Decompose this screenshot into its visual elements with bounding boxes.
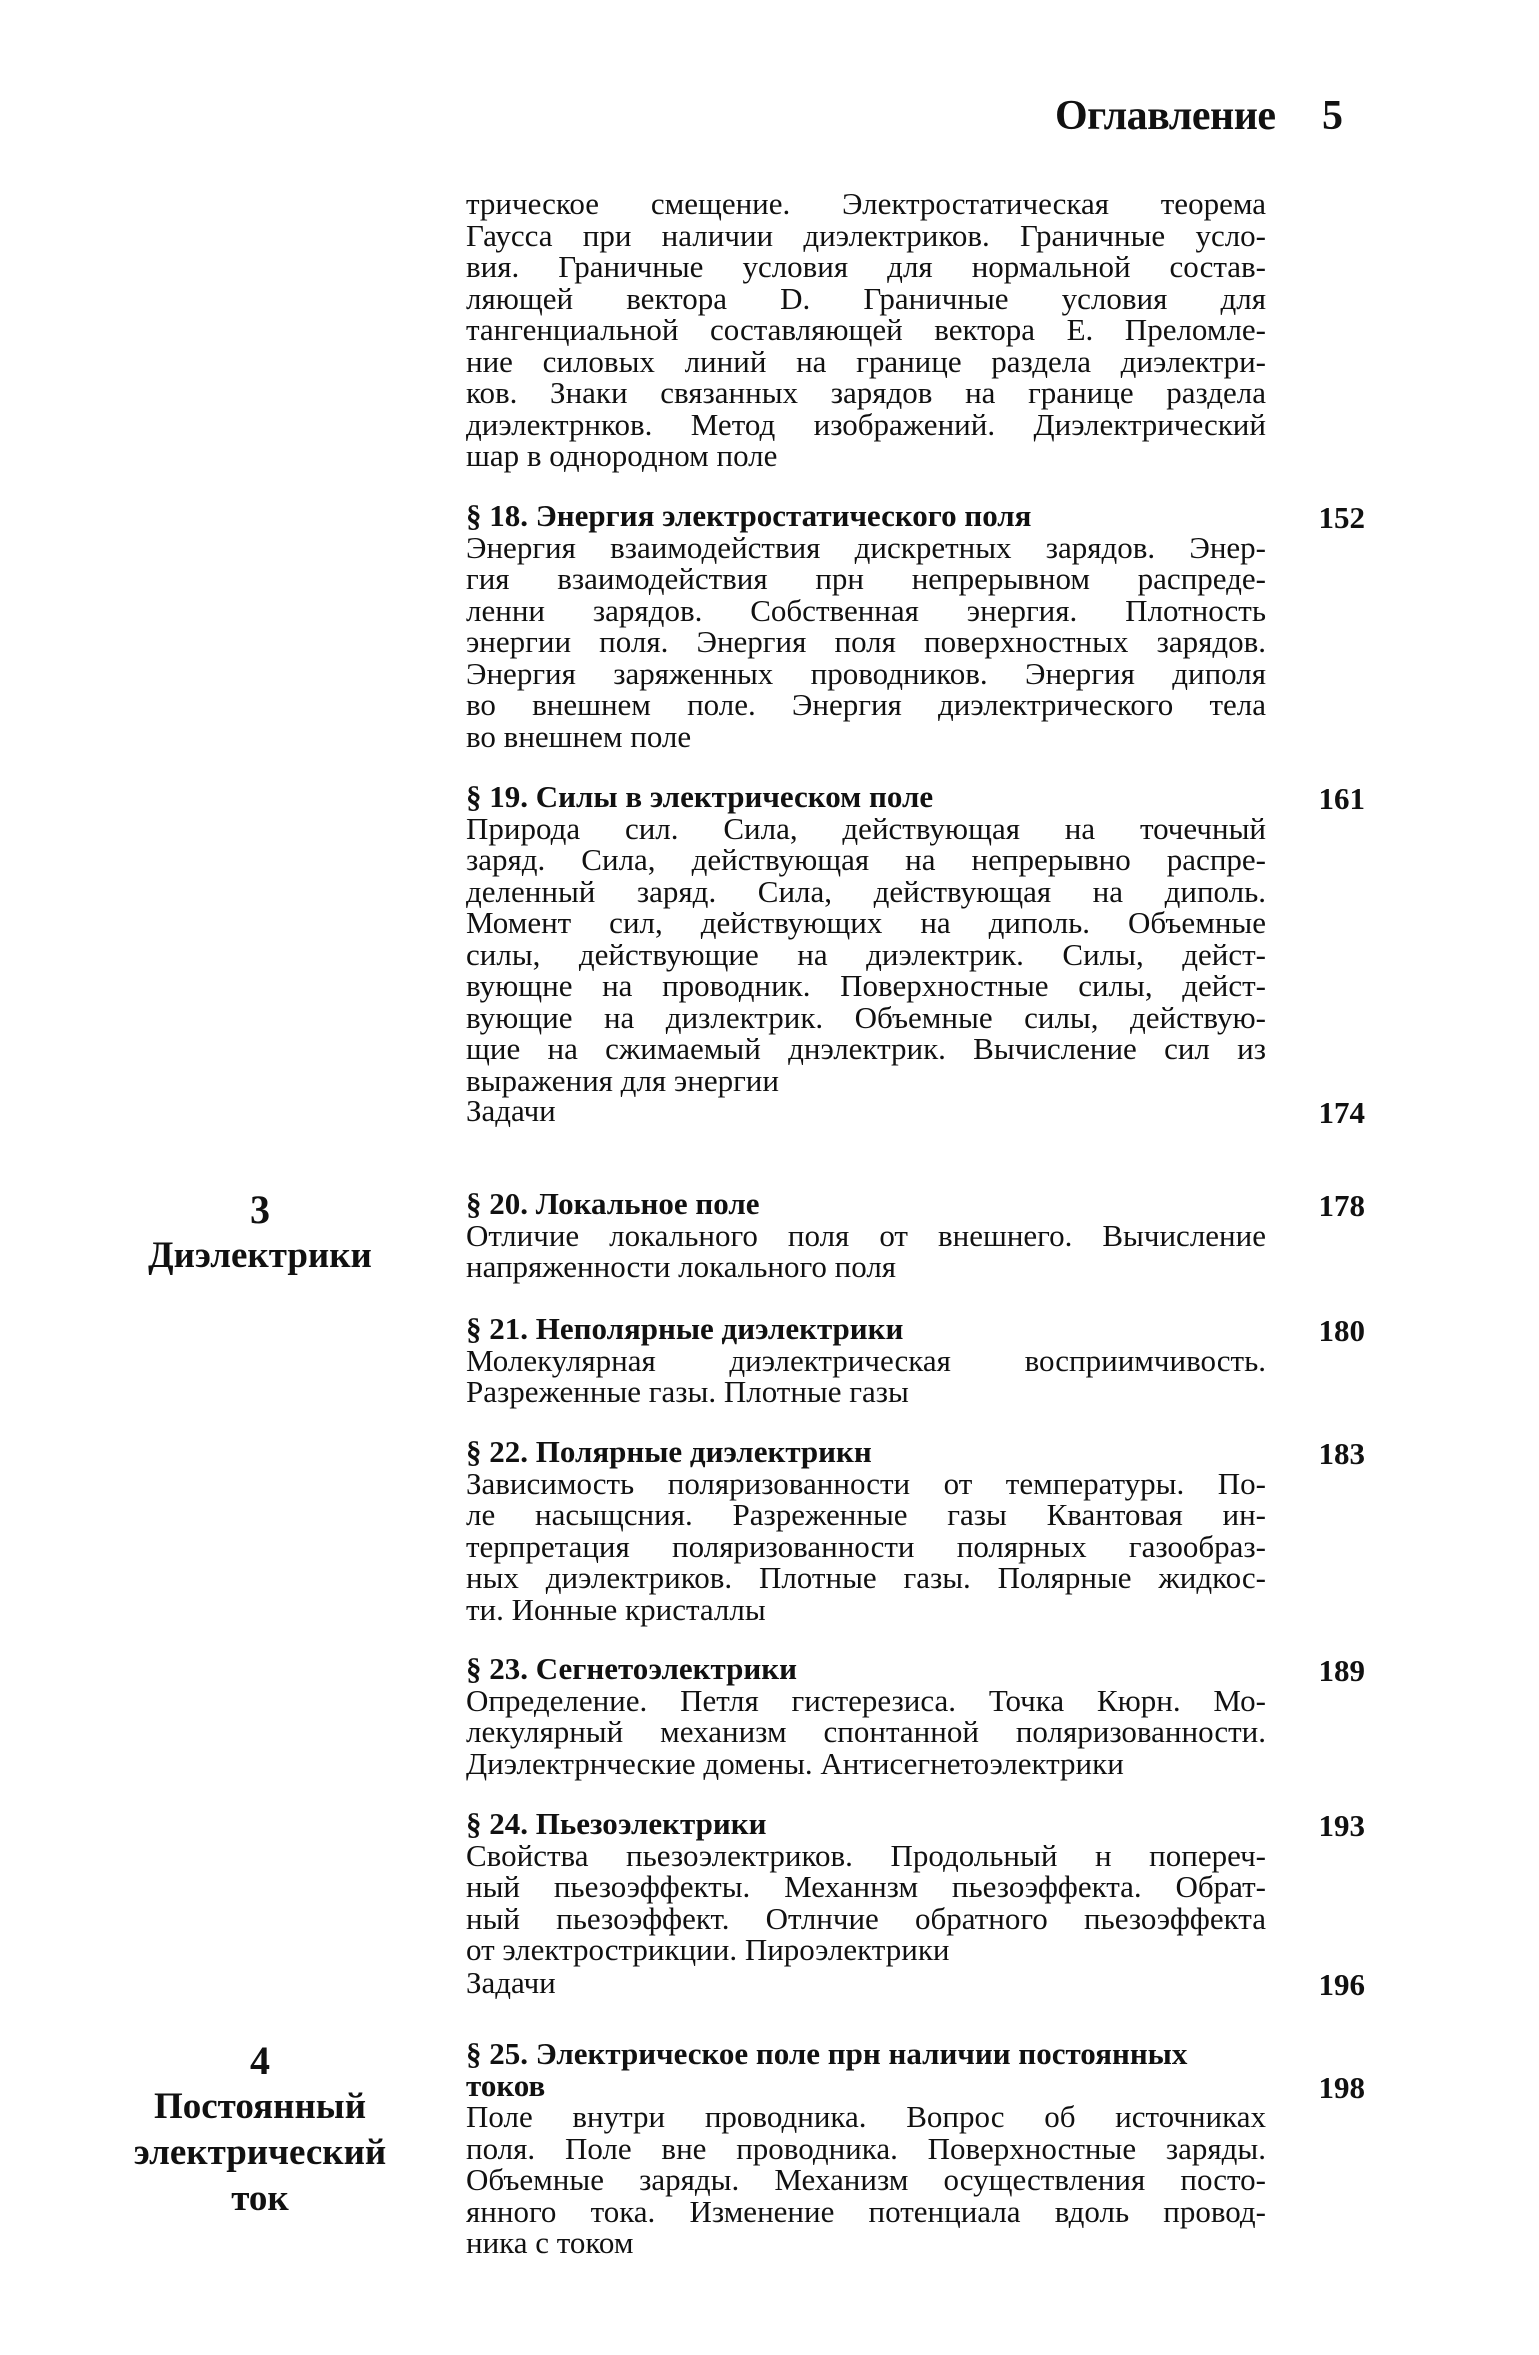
section-entry: [466, 2038, 1266, 2259]
description-line: во внешнем поле: [466, 718, 692, 754]
section-title: § 20. Локальное поле: [466, 1186, 760, 1221]
description-line: Разреженные газы. Плотные газы: [466, 1374, 909, 1409]
description-line: ный пьезоэффекты. Механнзм пьезоэффекта. Обрат-: [466, 1869, 1266, 1904]
description-line: ков. Знаки связанных зарядов на границе раздела: [466, 375, 1266, 410]
page-number: 198: [1318, 2070, 1365, 2105]
description-line: Поле внутри проводника. Вопрос об источниках: [466, 2099, 1266, 2134]
description-line: ти. Ионные кристаллы: [466, 1591, 766, 1627]
section-entry: [466, 1313, 1266, 1408]
description-line: Момент сил, действующих на диполь. Объемные: [466, 905, 1266, 940]
page-number: 161: [1318, 781, 1365, 816]
description-line: Энергия заряженных проводников. Энергия диполя: [466, 655, 1266, 691]
section-title: § 22. Полярные диэлектрикн: [466, 1434, 872, 1469]
chapter-label: [110, 2038, 410, 2222]
chapter-number: 3: [250, 1187, 270, 1232]
running-header-title: Оглавление: [1055, 93, 1276, 139]
section-entry: [466, 1808, 1266, 1966]
section-title: Задачи: [466, 1965, 556, 2000]
page-number: 178: [1318, 1188, 1365, 1223]
section-entry: [466, 1653, 1266, 1779]
carryover-paragraph: [466, 188, 1266, 472]
description-line: Определение. Петля гистерезиса. Точка Кюрн. Мо-: [466, 1682, 1266, 1718]
section-title: § 23. Сегнетоэлектрики: [466, 1651, 797, 1686]
description-line: энергии поля. Энергия поля поверхностных зарядов.: [466, 624, 1266, 659]
description-line: от электрострикции. Пироэлектрики: [466, 1932, 950, 1967]
section-title: § 21. Неполярные диэлектрики: [466, 1311, 904, 1346]
description-line: Природа сил. Сила, действующая на точечный: [466, 810, 1266, 846]
description-line: диэлектрнков. Метод изображений. Диэлектрический: [466, 406, 1266, 442]
description-line: гия взаимодействия прн непрерывном распреде-: [466, 561, 1266, 596]
page-number: 189: [1318, 1653, 1365, 1688]
chapter-title-line: ток: [231, 2178, 289, 2219]
description-line: Свойства пьезоэлектриков. Продольный н попереч-: [466, 1837, 1266, 1873]
description-line: терпретация поляризованности полярных газообраз-: [466, 1528, 1266, 1564]
description-line: Отличие локального поля от внешнего. Вычисление: [466, 1217, 1266, 1253]
section-title: § 24. Пьезоэлектрики: [466, 1806, 767, 1841]
description-line: шар в однородном поле: [466, 438, 778, 473]
description-line: Зависимость поляризованности от температуры. По-: [466, 1465, 1266, 1501]
description-line: Диэлектрнческие домены. Антисегнетоэлектрики: [466, 1745, 1124, 1781]
description-line: ника с током: [466, 2225, 634, 2260]
description-line: напряженности локального поля: [466, 1249, 897, 1284]
description-line: тангенциальной составляющей вектора E. Преломле-: [466, 312, 1266, 347]
description-line: выражения для энергии: [466, 1062, 779, 1098]
description-line: во внешнем поле. Энергия диэлектрического тела: [466, 687, 1266, 722]
description-line: щие на сжимаемый днэлектрик. Вычисление сил из: [466, 1031, 1266, 1066]
page-number: 196: [1318, 1967, 1365, 2002]
chapter-label: [110, 1187, 410, 1279]
description-line: ние силовых линий на границе раздела диэлектри-: [466, 343, 1266, 379]
description-line: вующне на проводник. Поверхностные силы, дейст-: [466, 968, 1266, 1003]
section-entry: [466, 1436, 1266, 1625]
problems-entry: [466, 1967, 1266, 1999]
section-title: Задачи: [466, 1093, 556, 1128]
page-number: 193: [1318, 1808, 1365, 1843]
section-title: § 25. Электрическое поле прн наличии постоянных: [466, 2036, 1188, 2071]
page-number: 180: [1318, 1313, 1365, 1348]
chapter-title-line: Диэлектрики: [148, 1235, 372, 1276]
chapter-title-line: электрический: [133, 2132, 387, 2173]
page-number: 152: [1318, 500, 1365, 535]
description-line: янного тока. Изменение потенциала вдоль провод-: [466, 2193, 1266, 2229]
description-line: ляющей вектора D. Граничные условия для: [466, 280, 1266, 316]
description-line: Энергия взаимодействия дискретных зарядов. Энер-: [466, 529, 1266, 565]
description-line: ле насыщсния. Разреженные газы Квантовая ин-: [466, 1497, 1266, 1532]
description-line: Гаусса при наличии диэлектриков. Граничные усло-: [466, 217, 1266, 253]
problems-entry: [466, 1095, 1266, 1127]
description-line: заряд. Сила, действующая на непрерывно распре-: [466, 842, 1266, 877]
description-line: лекулярный механизм спонтанной поляризованности.: [466, 1714, 1266, 1749]
section-title: токов: [466, 2067, 546, 2103]
chapter-number: 4: [250, 2038, 270, 2083]
page-number: 174: [1318, 1095, 1365, 1130]
page-number: 183: [1318, 1436, 1365, 1471]
description-line: Объемные заряды. Механизм осуществления посто-: [466, 2162, 1266, 2197]
section-entry: [466, 1188, 1266, 1283]
description-line: ных диэлектриков. Плотные газы. Полярные жидкос-: [466, 1560, 1266, 1595]
description-line: ленни зарядов. Собственная энергия. Плотность: [466, 592, 1266, 628]
section-title: § 19. Силы в электрическом поле: [466, 779, 934, 814]
description-line: трическое смещение. Электростатическая теорема: [466, 186, 1266, 221]
description-line: Молекулярная диэлектрическая восприимчивость.: [466, 1342, 1266, 1378]
section-title: § 18. Энергия электростатического поля: [466, 498, 1032, 533]
description-line: вия. Граничные условия для нормальной состав-: [466, 249, 1266, 284]
chapter-title-line: Постоянный: [153, 2086, 367, 2127]
description-line: деленный заряд. Сила, действующая на диполь.: [466, 873, 1266, 909]
section-entry: [466, 781, 1266, 1096]
description-line: силы, действующие на диэлектрик. Силы, дейст-: [466, 936, 1266, 972]
section-entry: [466, 500, 1266, 752]
description-line: вующие на дизлектрик. Объемные силы, действую-: [466, 999, 1266, 1035]
running-header-page-number: 5: [1322, 93, 1343, 139]
description-line: поля. Поле вне проводника. Поверхностные заряды.: [466, 2130, 1266, 2166]
description-line: ный пьезоэффект. Отлнчие обратного пьезоэффекта: [466, 1900, 1266, 1936]
